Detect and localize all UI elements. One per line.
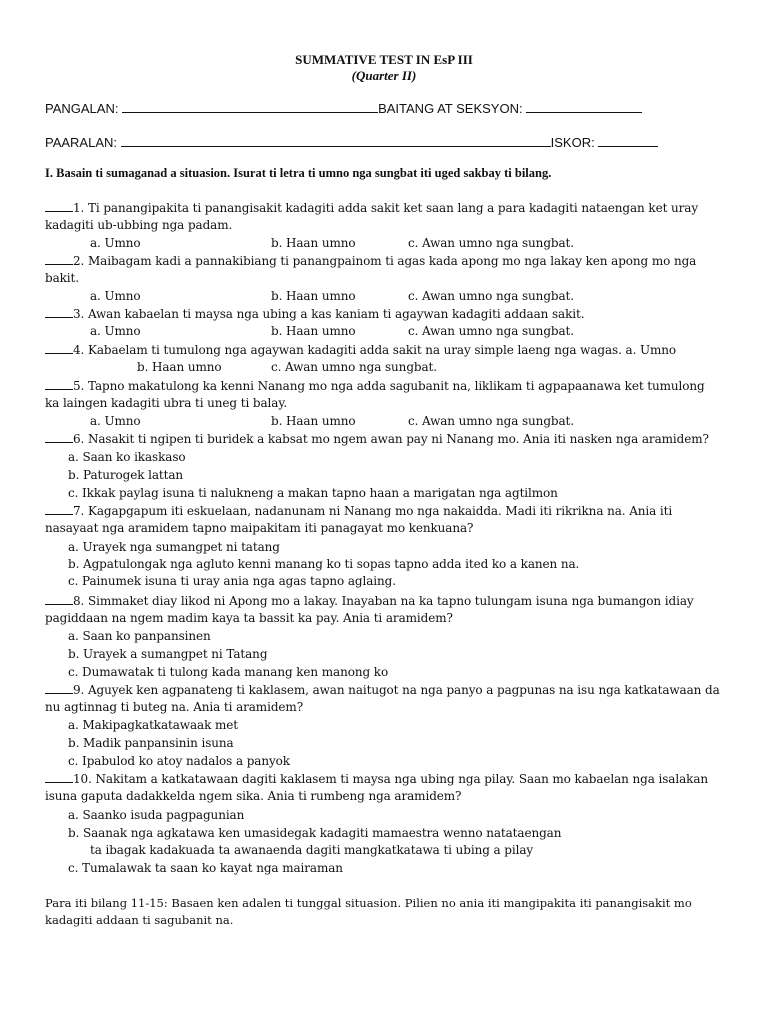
school-field-row bbox=[45, 134, 658, 150]
q8-option-a: a. Saan ko panpansinen bbox=[68, 629, 211, 643]
grade-label: BAITANG AT SEKSYON: bbox=[378, 101, 523, 116]
q9-option-c: c. Ipabulod ko atoy nadalos a panyok bbox=[68, 754, 290, 768]
question-8-cont: pagiddaan na ngem madim kaya ta bassit ka pay. Ania ti aramidem? bbox=[45, 611, 453, 625]
q8-option-b: b. Urayek a sumangpet ni Tatang bbox=[68, 647, 268, 661]
answer-blank-4[interactable] bbox=[45, 342, 73, 354]
q3-option-a: a. Umno bbox=[90, 324, 141, 338]
question-8: 8. Simmaket diay likod ni Apong mo a lakay. Inayaban na ka tapno tulungam isuna nga bumangon idiay bbox=[45, 593, 694, 610]
q5-option-a: a. Umno bbox=[90, 414, 141, 428]
question-7: 7. Kagapgapum iti eskuelaan, nadanunam ni Nanang mo nga nakaidda. Madi iti rikrikna na. Ania iti bbox=[45, 503, 672, 520]
question-1: 1. Ti panangipakita ti panangisakit kadagiti adda sakit ket saan lang a para kadagiti nataengan ket uray bbox=[45, 200, 698, 217]
question-7-cont: nasayaat nga aramidem tapno maipakitam iti panagayat mo kenkuana? bbox=[45, 521, 474, 535]
answer-blank-1[interactable] bbox=[45, 200, 73, 212]
q10-option-b: b. Saanak nga agkatawa ken umasidegak kadagiti mamaestra wenno natataengan bbox=[68, 826, 562, 840]
name-label: PANGALAN: bbox=[45, 101, 119, 116]
q9-option-b: b. Madik panpansinin isuna bbox=[68, 736, 234, 750]
q4-option-b: b. Haan umno bbox=[137, 360, 222, 374]
page-subtitle: (Quarter II) bbox=[351, 68, 417, 83]
name-blank[interactable] bbox=[122, 100, 378, 113]
q3-option-b: b. Haan umno bbox=[271, 324, 356, 338]
score-blank[interactable] bbox=[598, 134, 658, 147]
q7-option-a: a. Urayek nga sumangpet ni tatang bbox=[68, 540, 280, 554]
answer-blank-10[interactable] bbox=[45, 771, 73, 783]
answer-blank-6[interactable] bbox=[45, 431, 73, 443]
q4-option-c: c. Awan umno nga sungbat. bbox=[271, 360, 437, 374]
question-10-cont: isuna gaputa dadakkelda ngem sika. Ania ti rumbeng nga aramidem? bbox=[45, 789, 462, 803]
q8-option-c: c. Dumawatak ti tulong kada manang ken manong ko bbox=[68, 665, 389, 679]
school-blank[interactable] bbox=[121, 134, 551, 147]
page-title: SUMMATIVE TEST IN EsP III bbox=[295, 52, 473, 67]
question-2-cont: bakit. bbox=[45, 271, 79, 285]
answer-blank-3[interactable] bbox=[45, 306, 73, 318]
q6-option-a: a. Saan ko ikaskaso bbox=[68, 450, 186, 464]
school-label: PAARALAN: bbox=[45, 135, 118, 150]
question-2: 2. Maibagam kadi a pannakibiang ti panangpainom ti agas kada apong mo nga lakay ken apong mo nga bbox=[45, 253, 696, 270]
question-4: 4. Kabaelam ti tumulong nga agaywan kadagiti adda sakit na uray simple laeng nga wagas. a. Umno bbox=[45, 342, 676, 359]
name-field-row bbox=[45, 100, 642, 116]
answer-blank-5[interactable] bbox=[45, 378, 73, 390]
q5-option-c: c. Awan umno nga sungbat. bbox=[408, 414, 574, 428]
answer-blank-2[interactable] bbox=[45, 253, 73, 265]
question-3: 3. Awan kabaelan ti maysa nga ubing a kas kaniam ti agaywan kadagiti addaan sakit. bbox=[45, 306, 584, 323]
question-6: 6. Nasakit ti ngipen ti buridek a kabsat mo ngem awan pay ni Nanang mo. Ania iti nasken nga aramidem? bbox=[45, 431, 709, 448]
q1-option-c: c. Awan umno nga sungbat. bbox=[408, 236, 574, 250]
q2-option-b: b. Haan umno bbox=[271, 289, 356, 303]
q7-option-c: c. Painumek isuna ti uray ania nga agas tapno aglaing. bbox=[68, 574, 396, 588]
q5-option-b: b. Haan umno bbox=[271, 414, 356, 428]
q1-option-b: b. Haan umno bbox=[271, 236, 356, 250]
q6-option-c: c. Ikkak paylag isuna ti nalukneng a makan tapno haan a marigatan nga agtilmon bbox=[68, 486, 558, 500]
q3-option-c: c. Awan umno nga sungbat. bbox=[408, 324, 574, 338]
grade-blank[interactable] bbox=[526, 100, 642, 113]
q9-option-a: a. Makipagkatkatawaak met bbox=[68, 718, 238, 732]
question-1-cont: kadagiti ub-ubbing nga padam. bbox=[45, 218, 233, 232]
q10-option-a: a. Saanko isuda pagpagunian bbox=[68, 808, 245, 822]
answer-blank-8[interactable] bbox=[45, 593, 73, 605]
question-5-cont: ka laingen kadagiti ubra ti uneg ti balay. bbox=[45, 396, 288, 410]
q1-option-a: a. Umno bbox=[90, 236, 141, 250]
question-9: 9. Aguyek ken agpanateng ti kaklasem, awan naitugot na nga panyo a pagpunas na isu nga katkatawaan da bbox=[45, 682, 720, 699]
q6-option-b: b. Paturogek lattan bbox=[68, 468, 184, 482]
q2-option-a: a. Umno bbox=[90, 289, 141, 303]
q2-option-c: c. Awan umno nga sungbat. bbox=[408, 289, 574, 303]
score-label: ISKOR: bbox=[550, 135, 595, 150]
closing-instruction: Para iti bilang 11-15: Basaen ken adalen ti tunggal situasion. Pilien no ania iti mangipakita iti panangisakit mo kadagiti addaan ti sagubanit na. bbox=[45, 896, 692, 927]
q10-option-b-cont: ta ibagak kadakuada ta awanaenda dagiti mangkatkatawa ti ubing a pilay bbox=[90, 843, 534, 857]
question-10: 10. Nakitam a katkatawaan dagiti kaklasem ti maysa nga ubing nga pilay. Saan mo kabaelan nga isalakan bbox=[45, 771, 708, 788]
question-9-cont: nu agtinnag ti buteg na. Ania ti aramidem? bbox=[45, 700, 304, 714]
question-5: 5. Tapno makatulong ka kenni Nanang mo nga adda sagubanit na, liklikam ti agpapaanawa ket tumulong bbox=[45, 378, 705, 395]
answer-blank-9[interactable] bbox=[45, 682, 73, 694]
answer-blank-7[interactable] bbox=[45, 503, 73, 515]
q7-option-b: b. Agpatulongak nga agluto kenni manang ko ti sopas tapno adda ited ko a kanen na. bbox=[68, 557, 580, 571]
q10-option-c: c. Tumalawak ta saan ko kayat nga mairaman bbox=[68, 861, 343, 875]
instruction: I. Basain ti sumaganad a situasion. Isurat ti letra ti umno nga sungbat iti uged sakbay ti bilang. bbox=[45, 166, 552, 180]
